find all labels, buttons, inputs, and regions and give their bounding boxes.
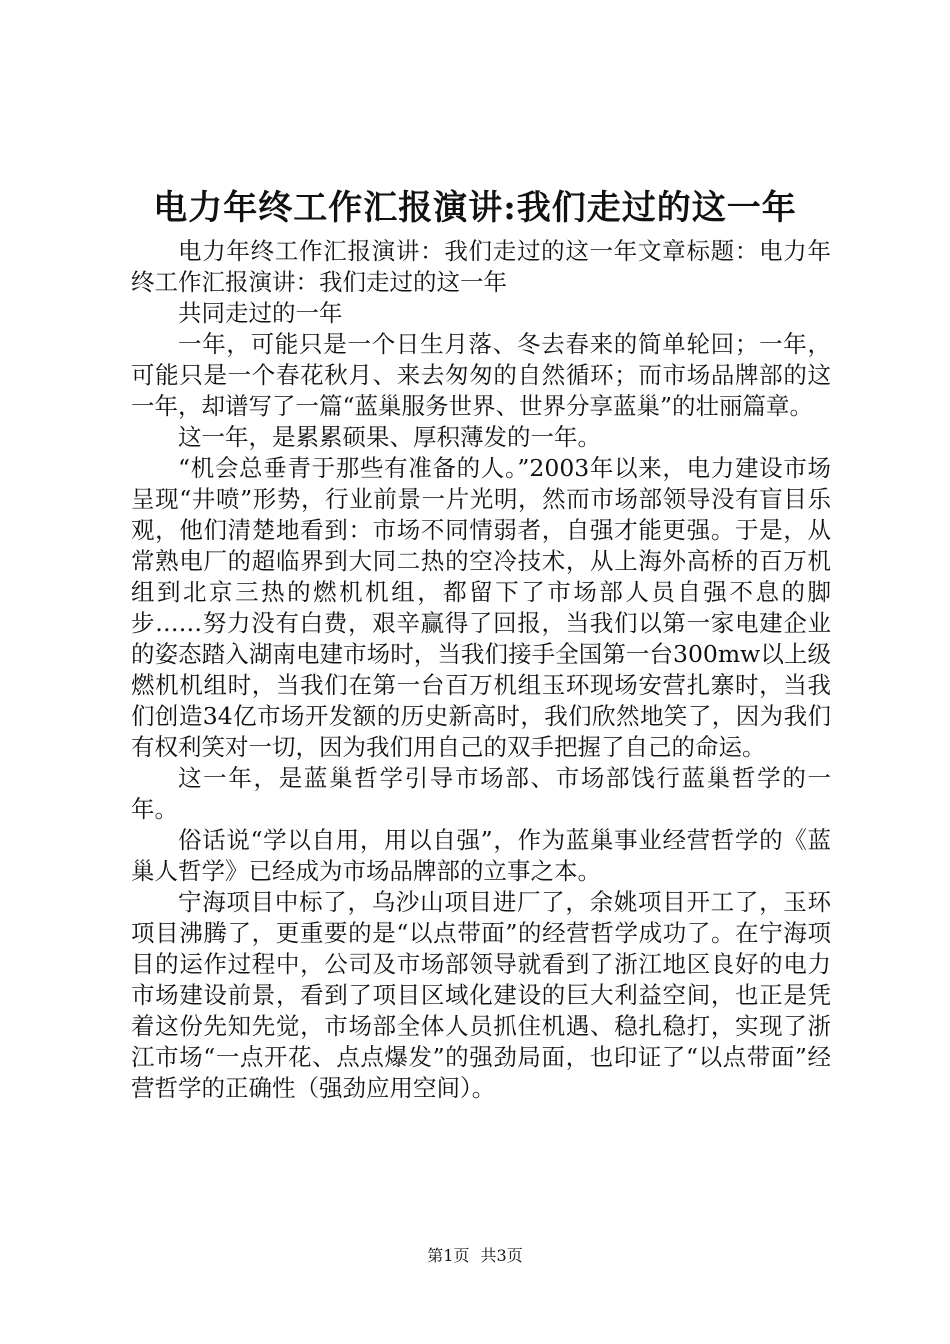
page-number: 第1页 bbox=[427, 1246, 470, 1265]
paragraph-ninghai: 宁海项目中标了，乌沙山项目进厂了，余姚项目开工了，玉环项目沸腾了，更重要的是“以点带面”的经营哲学成功了。在宁海项目的运作过程中，公司及市场部领导就看到了浙江地区良好的电力市场建设前景，看到了项目区域化建设的巨大利益空间，也正是凭着这份先知先觉，市场部全体人员抓住机遇、稳扎稳打，实现了浙江市场“一点开花、点点爆发”的强劲局面，也印证了“以点带面”经营哲学的正确性（强劲应用空间）。 bbox=[131, 888, 831, 1102]
page-total: 共3页 bbox=[480, 1246, 523, 1265]
page-footer bbox=[0, 1245, 950, 1267]
document-title: 电力年终工作汇报演讲:我们走过的这一年 bbox=[153, 188, 797, 228]
paragraph-harvest-year: 这一年，是累累硕果、厚积薄发的一年。 bbox=[178, 423, 601, 451]
paragraph-philosophy-year: 这一年，是蓝巢哲学引导市场部、市场部饯行蓝巢哲学的一年。 bbox=[131, 764, 831, 823]
paragraph-saying: 俗话说“学以自用，用以自强”，作为蓝巢事业经营哲学的《蓝巢人哲学》已经成为市场品牌部的立事之本。 bbox=[131, 826, 831, 885]
paragraph-opportunity: “机会总垂青于那些有准备的人。”2003年以来，电力建设市场呈现“井喷”形势，行业前景一片光明，然而市场部领导没有盲目乐观，他们清楚地看到：市场不同情弱者，自强才能更强。于是，从常熟电厂的超临界到大同二热的空冷技术，从上海外高桥的百万机组到北京三热的燃机机组，都留下了市场部人员自强不息的脚步……努力没有白费，艰辛赢得了回报，当我们以第一家电建企业的姿态踏入湖南电建市场时，当我们接手全国第一台300mw以上级燃机机组时，当我们在第一台百万机组玉环现场安营扎寨时，当我们创造34亿市场开发额的历史新高时，我们欣然地笑了，因为我们有权利笑对一切，因为我们用自己的双手把握了自己的命运。 bbox=[131, 454, 831, 761]
paragraph-subtitle: 共同走过的一年 bbox=[178, 299, 343, 327]
paragraph-one-year: 一年，可能只是一个日生月落、冬去春来的简单轮回；一年，可能只是一个春花秋月、来去匆匆的自然循环；而市场品牌部的这一年，却谱写了一篇“蓝巢服务世界、世界分享蓝巢”的壮丽篇章。 bbox=[131, 330, 831, 420]
document-body bbox=[131, 236, 831, 1104]
paragraph-intro: 电力年终工作汇报演讲：我们走过的这一年文章标题：电力年终工作汇报演讲：我们走过的这一年 bbox=[131, 237, 831, 296]
